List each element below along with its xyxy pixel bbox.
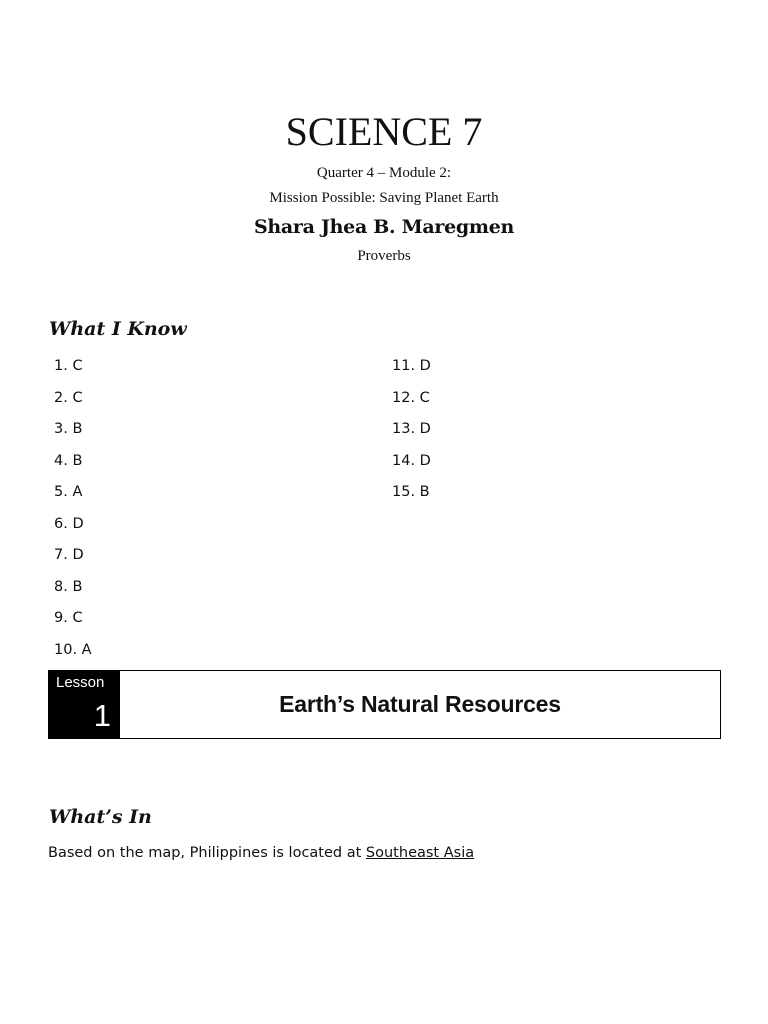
answer-list-column-2 bbox=[392, 352, 431, 510]
lesson-banner bbox=[48, 670, 721, 739]
lesson-label: Lesson bbox=[56, 674, 105, 691]
lesson-number-tag bbox=[49, 671, 120, 738]
answer-item: 12. C bbox=[392, 389, 430, 406]
answer-item: 4. B bbox=[54, 452, 83, 469]
answer-item: 2. C bbox=[54, 389, 83, 406]
quarter-module-line: Quarter 4 – Module 2: bbox=[316, 165, 452, 181]
what-i-know-heading: What I Know bbox=[49, 318, 187, 340]
answer-item: 15. B bbox=[392, 484, 430, 500]
answer-item: 7. D bbox=[54, 547, 84, 563]
section-name: Proverbs bbox=[357, 248, 411, 264]
lesson-number: 1 bbox=[93, 698, 111, 733]
answer-item: 9. C bbox=[54, 610, 83, 626]
answer-item: 5. A bbox=[54, 484, 83, 500]
whats-in-paragraph bbox=[48, 842, 474, 864]
answer-item: 13. D bbox=[392, 421, 431, 437]
whats-in-question: Based on the map, Philippines is located at bbox=[48, 845, 366, 861]
answer-item: 10. A bbox=[54, 641, 92, 658]
answer-list-column-1 bbox=[54, 352, 92, 667]
module-title-line: Mission Possible: Saving Planet Earth bbox=[269, 190, 499, 206]
answer-item: 6. D bbox=[54, 515, 84, 532]
answer-item: 1. C bbox=[54, 358, 83, 374]
answer-item: 11. D bbox=[392, 358, 431, 374]
author-name: Shara Jhea B. Maregmen bbox=[253, 216, 515, 238]
lesson-title: Earth’s Natural Resources bbox=[279, 691, 561, 717]
whats-in-heading: What’s In bbox=[49, 806, 152, 828]
document-title: SCIENCE 7 bbox=[285, 109, 483, 154]
whats-in-answer: Southeast Asia bbox=[365, 845, 475, 861]
answer-item: 3. B bbox=[54, 421, 83, 437]
answer-item: 14. D bbox=[392, 452, 431, 469]
answer-item: 8. B bbox=[54, 578, 83, 595]
